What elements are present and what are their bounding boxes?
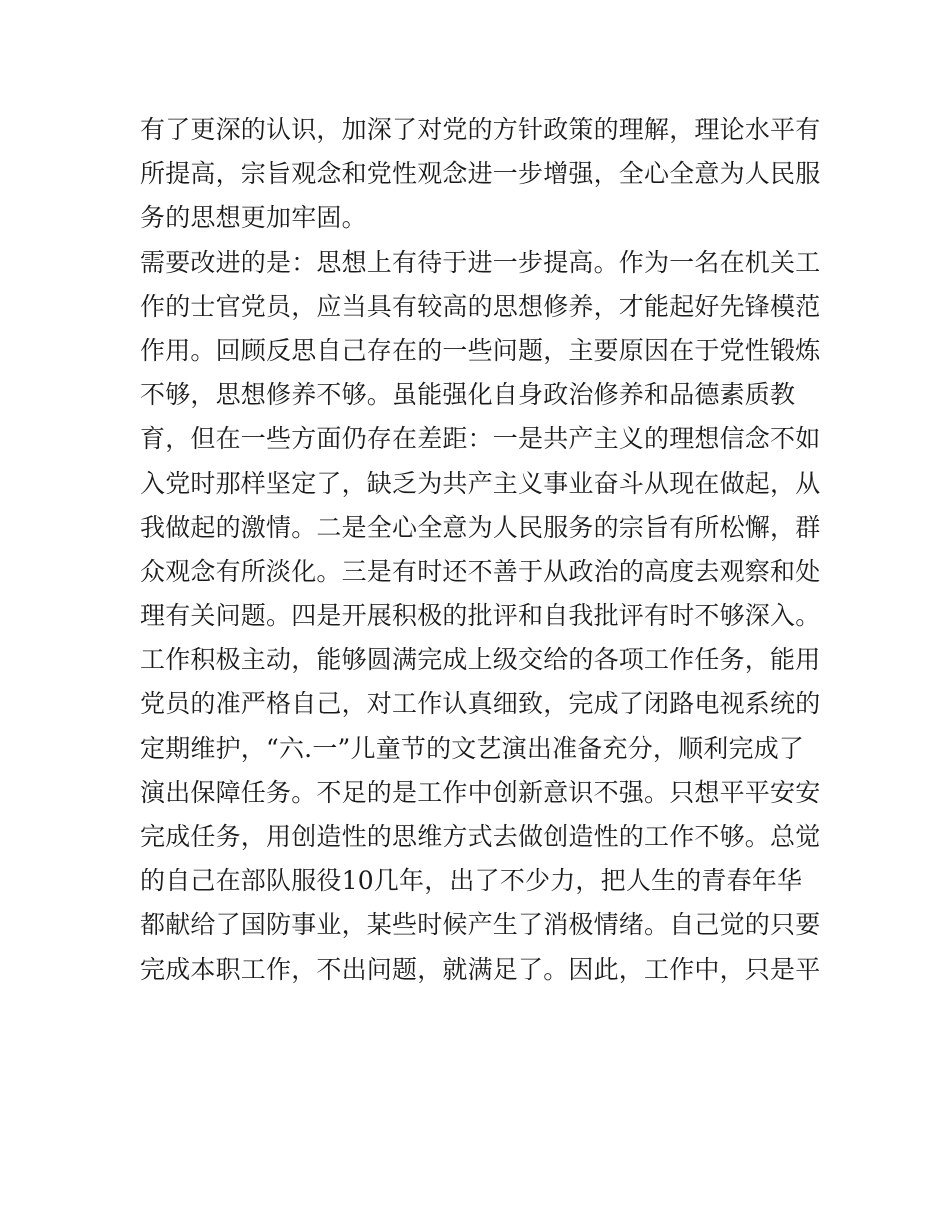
- text-line: 有了更深的认识，加深了对党的方针政策的理解，理论水平有: [140, 115, 821, 144]
- text-line: 入党时那样坚定了，缺乏为共产主义事业奋斗从现在做起，从: [140, 468, 821, 498]
- text-line: 作用。回顾反思自己存在的一些问题，主要原因在于党性锻炼: [140, 335, 821, 365]
- text-line: 演出保障任务。不足的是工作中创新意识不强。只想平平安安: [140, 777, 821, 807]
- text-line: 完成任务，用创造性的思维方式去做创造性的工作不够。总觉: [140, 822, 821, 851]
- text-line: 不够，思想修养不够。虽能强化自身政治修养和品德素质教: [140, 380, 796, 410]
- text-line: 党员的准严格自己，对工作认真细致，完成了闭路电视系统的: [140, 689, 821, 719]
- text-line: 所提高，宗旨观念和党性观念进一步增强，全心全意为人民服: [140, 159, 821, 189]
- text-line: 众观念有所淡化。三是有时还不善于从政治的高度去观察和处: [140, 556, 821, 586]
- body-text: [140, 108, 820, 992]
- text-line: 我做起的激情。二是全心全意为人民服务的宗旨有所松懈，群: [140, 512, 821, 542]
- text-line: 完成本职工作，不出问题，就满足了。因此，工作中，只是平: [140, 954, 821, 984]
- text-line: 的自己在部队服役10几年，出了不少力，把人生的青春年华: [140, 866, 803, 896]
- text-line: 都献给了国防事业，某些时候产生了消极情绪。自己觉的只要: [140, 910, 821, 940]
- text-line: 务的思想更加牢固。: [140, 203, 367, 233]
- text-line: 需要改进的是：思想上有待于进一步提高。作为一名在机关工: [140, 247, 821, 277]
- text-line: 工作积极主动，能够圆满完成上级交给的各项工作任务，能用: [140, 645, 821, 675]
- text-line: 定期维护，“六.一”儿童节的文艺演出准备充分，顺利完成了: [140, 733, 805, 763]
- text-line: 理有关问题。四是开展积极的批评和自我批评有时不够深入。: [140, 601, 821, 631]
- text-line: 作的士官党员，应当具有较高的思想修养，才能起好先锋模范: [140, 291, 821, 321]
- text-line: 育，但在一些方面仍存在差距：一是共产主义的理想信念不如: [140, 424, 821, 454]
